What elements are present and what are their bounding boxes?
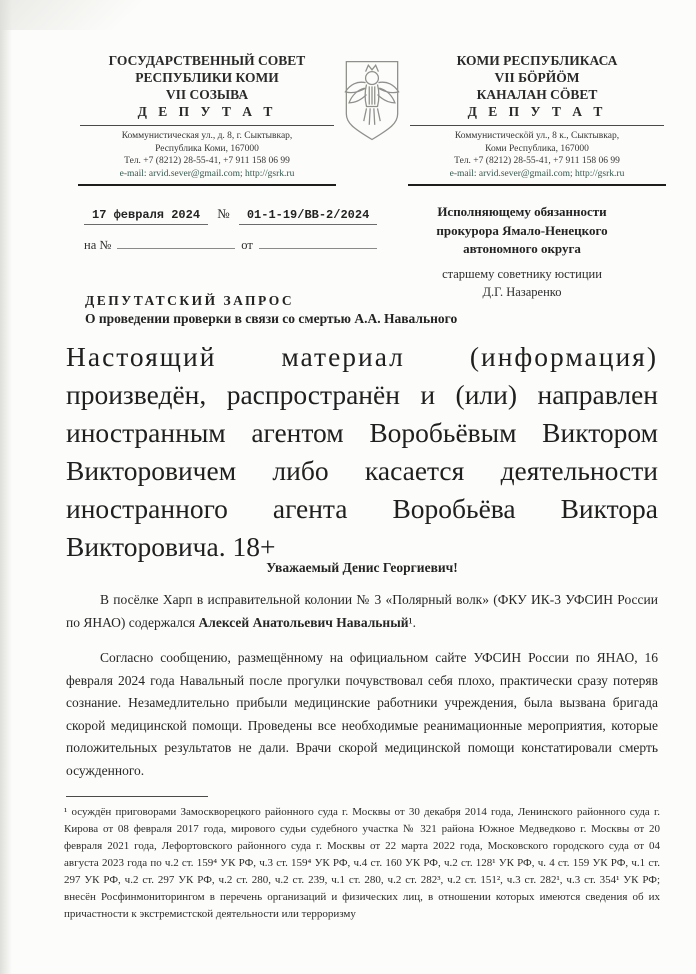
recipient-name: Д.Г. Назаренко [482, 284, 562, 299]
footnote-marker: ¹. [408, 614, 416, 630]
footnote-text: ¹ осуждён приговорами Замоскворецкого районного суда г. Москвы от 30 декабря 2014 года, Ленинского районного суда г. Кирова от 08 февраля 2017 года, мирового судьи судебного участка № 321 района Южное Медведково г. Москвы от 20 февраля 2021 года, Лефортовского районного суда г. Москвы от 22 марта 2022 года, Московского городского суда от 04 августа 2023 года по ч.2 ст. 159⁴ УК РФ, ч.3 ст. 159⁴ УК РФ, ч.4 ст. 160 УК РФ, ч.2 ст. 128¹ УК РФ, ч. 4 ст. 159 УК РФ, ч.1 ст. 297 УК РФ, ч.2 ст. 297 УК РФ, ч.2 ст. 280, ч.2 ст. 239, ч.1 ст. 280, ч.2 ст. 282³, ч.2 ст. 151², ч.3 ст. 282¹, ч.3 ст. 354¹ УК РФ; внесён Росфинмониторингом в перечень организаций и физических лиц, в отношении которых имеются сведения об их причастности к экстремистской деятельности или терроризму [64, 806, 660, 920]
blank-underline [117, 237, 235, 249]
body-paragraph-2: Согласно сообщению, размещённому на официальном сайте УФСИН России по ЯНАО, 16 февраля 2024 года Навальный после прогулки почувствовал себя плохо, практически сразу потеряв сознание. Незамедлительно прибыли медицинские работники учреждения, была вызвана бригада скорой медицинской помощи. Проведены все необходимые реанимационные мероприятия, которые положительных результатов не дали. Врачи скорой медицинской помощи констатировали смерть осужденного. [66, 650, 658, 778]
document-date: 17 февраля 2024 [84, 208, 208, 225]
contact-block-komi [408, 130, 666, 180]
divider-thick [78, 184, 336, 186]
recipient-line: прокурора Ямало-Ненецкого [436, 222, 608, 238]
recipient-line: автономного округа [463, 241, 581, 256]
incoming-ref-line [84, 237, 383, 253]
recipient-rank: старшему советнику юстиции [442, 266, 602, 281]
document-number: 01-1-19/ВВ-2/2024 [239, 208, 377, 225]
org-title-line: Д Е П У Т А Т [467, 104, 607, 119]
email-line: e-mail: arvid.sever@gmail.com; http://gsrk.ru [119, 168, 295, 179]
address-line: Республика Коми, 167000 [155, 143, 259, 154]
address-line: Коми Республика, 167000 [485, 143, 589, 154]
email-line: e-mail: arvid.sever@gmail.com; http://gsrk.ru [449, 168, 625, 179]
disclaimer-line: иностранным агентом Воробьёвым Виктором [66, 417, 658, 448]
komi-coat-of-arms-icon [336, 52, 408, 186]
recipient-block [372, 203, 672, 301]
disclaimer-line: Настоящий материал (информация) [66, 341, 658, 372]
body-paragraph-1 [66, 589, 658, 634]
blank-underline [259, 237, 377, 249]
org-title-ru [78, 52, 336, 120]
prisoner-name-bold: Алексей Анатольевич Навальный [198, 614, 409, 630]
foreign-agent-disclaimer [66, 338, 658, 566]
disclaimer-line: произведён, распространён и (или) направлен [66, 379, 658, 410]
org-title-line: VII БÖРЙÖМ [494, 70, 580, 85]
letterhead-left-column [78, 52, 336, 186]
reference-block [84, 206, 383, 253]
org-title-line: ГОСУДАРСТВЕННЫЙ СОВЕТ [108, 53, 306, 68]
na-no-label: на № [84, 238, 112, 252]
org-title-line: КОМИ РЕСПУБЛИКАСА [456, 53, 618, 68]
letterhead [78, 52, 666, 186]
address-line: Коммунистическöй ул., 8 к., Сыктывкар, [454, 131, 620, 141]
phone-line: Тел. +7 (8212) 28-55-41, +7 911 158 06 99 [454, 156, 620, 166]
org-title-line: VII СОЗЫВА [165, 87, 249, 102]
ot-label: от [241, 238, 253, 252]
salutation: Уважаемый Денис Георгиевич! [266, 560, 458, 575]
outgoing-ref-line [84, 206, 383, 222]
document-subject: О проведении проверки в связи со смертью А.А. Навального [85, 311, 458, 326]
document-title: ДЕПУТАТСКИЙ ЗАПРОС [85, 293, 295, 308]
disclaimer-line: иностранного агента Воробьёва Виктора [66, 493, 658, 524]
footnote-separator [66, 796, 208, 797]
org-title-line: РЕСПУБЛИКИ КОМИ [135, 70, 279, 85]
disclaimer-line: Викторовича. 18+ [66, 531, 276, 562]
org-title-line: Д Е П У Т А Т [137, 104, 277, 119]
paragraph-text: В посёлке Харп в исправительной колонии № 3 «Полярный волк» (ФКУ ИК-3 УФСИН России по ЯНАО) содержался [66, 592, 658, 630]
phone-line: Тел. +7 (8212) 28-55-41, +7 911 158 06 99 [124, 156, 290, 166]
org-title-line: КАНАЛАН СÖВЕТ [476, 87, 598, 102]
recipient-line: Исполняющему обязанности [437, 204, 607, 219]
letterhead-right-column [408, 52, 666, 186]
divider-thin [410, 125, 664, 126]
recipient-rank-and-name [372, 265, 672, 301]
number-sign: № [217, 206, 230, 221]
divider-thin [80, 125, 334, 126]
divider-thick [408, 184, 666, 186]
recipient-position [372, 203, 672, 259]
address-line: Коммунистическая ул., д. 8, г. Сыктывкар, [121, 131, 293, 141]
org-title-komi [408, 52, 666, 120]
disclaimer-line: Викторовичем либо касается деятельности [66, 455, 658, 486]
contact-block-ru [78, 130, 336, 180]
